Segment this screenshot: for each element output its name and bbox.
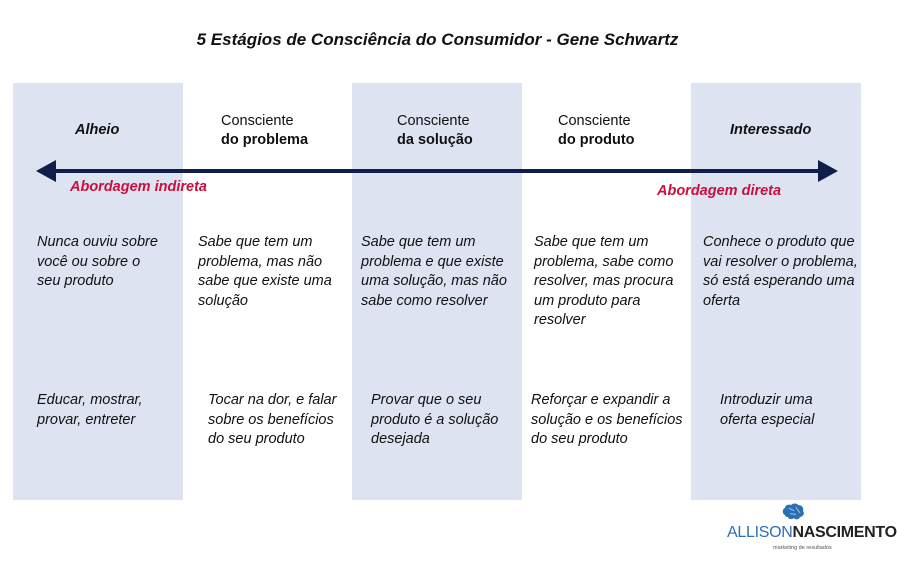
action-consciente-produto: Reforçar e expandir a solução e os benefícios do seu produto	[531, 392, 683, 447]
stage-line1: Consciente	[397, 113, 470, 129]
stage-line2: do produto	[558, 132, 635, 148]
brain-icon	[781, 503, 805, 523]
description-interessado: Conhece o produto que vai resolver o problema, só está esperando uma oferta	[703, 234, 858, 309]
logo-tagline: marketing de resultados	[773, 545, 832, 551]
description-consciente-solucao: Sabe que tem um problema e que existe uma solução, mas não sabe como resolver	[361, 234, 507, 309]
stage-line2: da solução	[397, 132, 473, 148]
stage-line1: Consciente	[558, 113, 631, 129]
action-consciente-problema: Tocar na dor, e falar sobre os benefícios do seu produto	[208, 392, 337, 447]
stage-interessado: Interessado	[730, 122, 812, 138]
logo-wordmark: ALLISONNASCIMENTO	[727, 524, 897, 541]
diagram-title: 5 Estágios de Consciência do Consumidor - Gene Schwartz	[196, 30, 679, 49]
stage-consciente-problema	[221, 112, 308, 150]
description-alheio: Nunca ouviu sobre você ou sobre o seu produto	[37, 234, 158, 289]
approach-direct: Abordagem direta	[657, 183, 782, 199]
brand-logo	[727, 503, 897, 553]
column-bg-alheio	[13, 83, 183, 500]
action-alheio: Educar, mostrar, provar, entreter	[37, 392, 143, 428]
action-interessado: Introduzir uma oferta especial	[720, 392, 815, 428]
description-consciente-produto: Sabe que tem um problema, sabe como resolver, mas procura um produto para resolver	[534, 234, 674, 328]
stage-consciente-solucao	[397, 112, 473, 150]
action-consciente-solucao: Provar que o seu produto é a solução desejada	[371, 392, 499, 447]
approach-indirect: Abordagem indireta	[70, 179, 207, 195]
stage-alheio: Alheio	[75, 122, 120, 138]
stage-line1: Consciente	[221, 113, 294, 129]
stage-consciente-produto	[558, 112, 635, 150]
description-consciente-problema: Sabe que tem um problema, mas não sabe que existe uma solução	[198, 234, 332, 309]
stage-line2: do problema	[221, 132, 309, 148]
